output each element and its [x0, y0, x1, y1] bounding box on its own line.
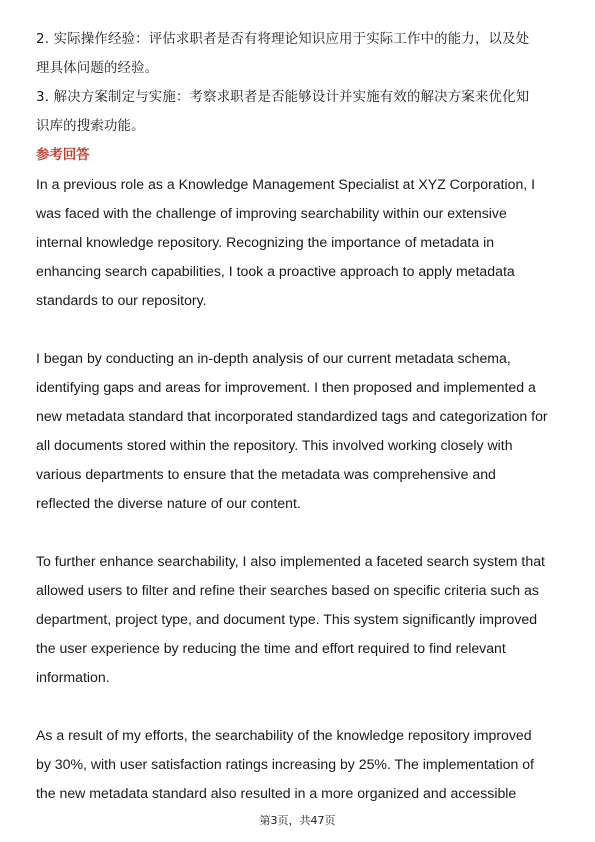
paragraph-line: internal knowledge repository. Recognizing the importance of metadata in — [36, 234, 495, 250]
criterion-line: 识库的搜索功能。 — [36, 119, 145, 134]
criterion-line: 2. 实际操作经验：评估求职者是否有将理论知识应用于实际工作中的能力，以及处 — [36, 32, 530, 47]
paragraph-line: I began by conducting an in-depth analysis of our current metadata schema, — [36, 350, 511, 366]
answer-paragraph — [36, 344, 564, 518]
paragraph-line: by 30%, with user satisfaction ratings increasing by 25%. The implementation of — [36, 756, 534, 772]
criteria-list — [36, 25, 564, 141]
paragraph-line: standards to our repository. — [36, 292, 207, 308]
page-content — [36, 25, 564, 808]
answer-paragraph — [36, 547, 564, 692]
paragraph-line: enhancing search capabilities, I took a proactive approach to apply metadata — [36, 263, 515, 279]
answer-paragraph — [36, 721, 564, 808]
paragraph-line: various departments to ensure that the metadata was comprehensive and — [36, 466, 496, 482]
paragraph-spacer — [36, 692, 564, 721]
criterion-line: 理具体问题的经验。 — [36, 61, 159, 76]
paragraph-line: As a result of my efforts, the searchability of the knowledge repository improved — [36, 727, 532, 743]
paragraph-line: was faced with the challenge of improving searchability within our extensive — [36, 205, 507, 221]
paragraph-line: identifying gaps and areas for improvement. I then proposed and implemented a — [36, 379, 536, 395]
paragraph-line: information. — [36, 669, 110, 685]
paragraph-line: new metadata standard that incorporated standardized tags and categorization for — [36, 408, 548, 424]
answer-body — [36, 170, 564, 808]
paragraph-line: reflected the diverse nature of our content. — [36, 495, 301, 511]
criterion-item — [36, 25, 564, 83]
paragraph-line: the user experience by reducing the time and effort required to find relevant — [36, 640, 506, 656]
criterion-item — [36, 83, 564, 141]
paragraph-line: allowed users to filter and refine their searches based on specific criteria such as — [36, 582, 539, 598]
paragraph-line: In a previous role as a Knowledge Management Specialist at XYZ Corporation, I — [36, 176, 536, 192]
paragraph-spacer — [36, 315, 564, 344]
paragraph-line: the new metadata standard also resulted in a more organized and accessible — [36, 785, 517, 801]
page-number-label: 第3页，共47页 — [259, 814, 336, 827]
paragraph-line: To further enhance searchability, I also implemented a faceted search system that — [36, 553, 545, 569]
page-footer — [0, 814, 595, 828]
answer-heading: 参考回答 — [36, 148, 90, 163]
paragraph-line: department, project type, and document type. This system significantly improved — [36, 611, 538, 627]
paragraph-spacer — [36, 518, 564, 547]
paragraph-line: all documents stored within the repository. This involved working closely with — [36, 437, 513, 453]
criterion-line: 3. 解决方案制定与实施：考察求职者是否能够设计并实施有效的解决方案来优化知 — [36, 90, 530, 105]
answer-paragraph — [36, 170, 564, 315]
